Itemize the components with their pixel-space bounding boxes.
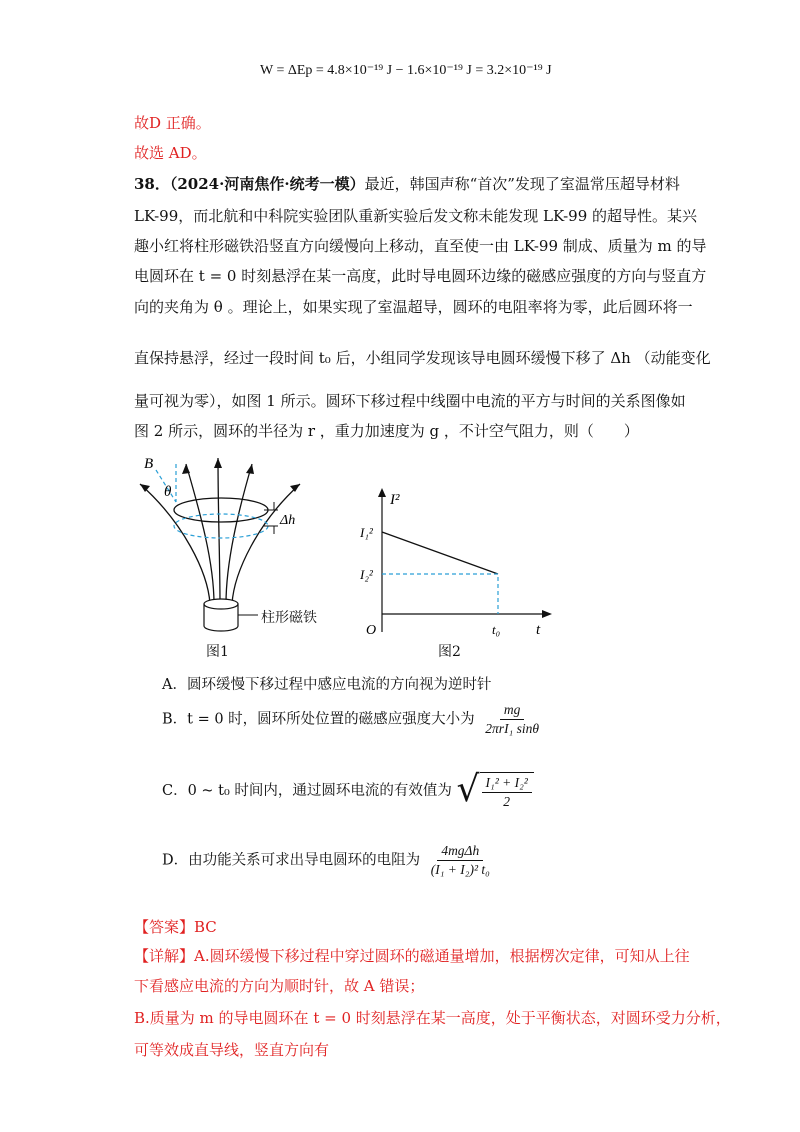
y-axis-label: I²: [390, 492, 400, 508]
y-axis-arrow: [378, 488, 386, 497]
t0-label: t₀: [492, 622, 501, 637]
option-c-fraction: [482, 775, 532, 810]
detail-line-2: 下看感应电流的方向为顺时针，故 A 错误；: [134, 977, 425, 995]
b-label: B: [144, 456, 154, 472]
figure-1-diagram: [128, 452, 318, 662]
detail-line-4: 可等效成直导线，竖直方向有: [134, 1041, 330, 1059]
figure-2-label: 图2: [438, 644, 461, 660]
detail-line-1: 【详解】A.圆环缓慢下移过程中穿过圆环的磁通量增加，根据楞次定律，可知从上往: [134, 947, 690, 965]
option-d-numerator: 4mgΔh: [437, 843, 483, 861]
option-b-text: B．t = 0 时，圆环所处位置的磁感应强度大小为: [162, 711, 475, 728]
option-d-text: D．由功能关系可求出导电圆环的电阻为: [162, 852, 421, 869]
question-38-line-1: [134, 174, 680, 194]
option-b-numerator: mg: [500, 702, 525, 720]
answer-line: 【答案】BC: [134, 918, 217, 936]
option-b: [162, 702, 545, 737]
sqrt-sign-icon: √: [456, 769, 480, 810]
option-c-radicand: [480, 772, 534, 810]
magnet-label: 柱形磁铁: [261, 610, 317, 626]
magnetic-field-lines: [140, 458, 300, 604]
i2-dashed-guide: [382, 574, 498, 614]
question-source: （2024·河南焦作·统考一模）: [169, 175, 365, 193]
option-c: [162, 769, 534, 810]
delta-h-label: Δh: [280, 513, 296, 528]
detail-line-3: B.质量为 m 的导电圆环在 t = 0 时刻悬浮在某一高度，处于平衡状态，对圆环受力分析，: [134, 1009, 731, 1027]
question-38-line-2: LK-99，而北航和中科院实验团队重新实验后发文称未能发现 LK-99 的超导性。某兴: [134, 207, 698, 225]
d-correct-text: 故D 正确。: [134, 114, 211, 132]
i2-squared-label: I₂²: [360, 567, 373, 582]
figure-1-label: 图1: [206, 644, 229, 660]
magnet-top: [204, 599, 238, 609]
work-formula: W = ΔEp = 4.8×10⁻¹⁹ J − 1.6×10⁻¹⁹ J = 3.2×10⁻¹⁹ J: [260, 63, 552, 78]
origin-label: O: [366, 623, 377, 638]
x-axis-label: t: [536, 622, 541, 638]
theta-label: θ: [164, 484, 172, 500]
ring-lower-position: [174, 514, 268, 538]
question-number: 38．: [134, 175, 170, 193]
question-38-line-6: 直保持悬浮，经过一段时间 t₀ 后，小组同学发现该导电圆环缓慢下移了 Δh （动能变化: [134, 349, 711, 367]
question-38-line-8: 图 2 所示，圆环的半径为 r ，重力加速度为 g ，不计空气阻力，则（ ）: [134, 422, 639, 440]
i1-squared-label: I₁²: [360, 525, 373, 540]
option-a: A．圆环缓慢下移过程中感应电流的方向视为逆时针: [162, 677, 492, 693]
conducting-ring: [174, 498, 268, 522]
question-38-line-5: 向的夹角为 θ 。理论上，如果实现了室温超导，圆环的电阻率将为零，此后圆环将一: [134, 298, 693, 316]
i-squared-line: [382, 532, 498, 574]
option-d: [162, 843, 496, 878]
option-b-denominator: 2πrI₁ sinθ: [485, 721, 540, 736]
figure-2-graph: [360, 484, 560, 644]
option-b-fraction: [481, 702, 543, 737]
answer-choice-text: 故选 AD。: [134, 144, 207, 162]
question-38-line-3: 趣小红将柱形磁铁沿竖直方向缓慢向上移动，直至使一由 LK-99 制成、质量为 m 的导: [134, 237, 707, 255]
option-c-denominator: 2: [503, 794, 511, 809]
option-d-fraction: [427, 843, 494, 878]
x-axis-arrow: [542, 610, 552, 618]
question-38-line-4: 电圆环在 t = 0 时刻悬浮在某一高度，此时导电圆环边缘的磁感应强度的方向与竖直方: [134, 267, 707, 285]
question-38-line-7: 量可视为零），如图 1 所示。圆环下移过程中线圈中电流的平方与时间的关系图像如: [134, 392, 686, 410]
option-d-denominator: (I₁ + I₂)² t₀: [430, 862, 490, 877]
option-c-sqrt: [456, 769, 534, 810]
option-c-text: C．0 ~ t₀ 时间内，通过圆环电流的有效值为: [162, 783, 452, 799]
option-c-numerator: I₁² + I₂²: [482, 775, 532, 793]
question-text: 最近，韩国声称“首次”发现了室温常压超导材料: [364, 175, 680, 193]
